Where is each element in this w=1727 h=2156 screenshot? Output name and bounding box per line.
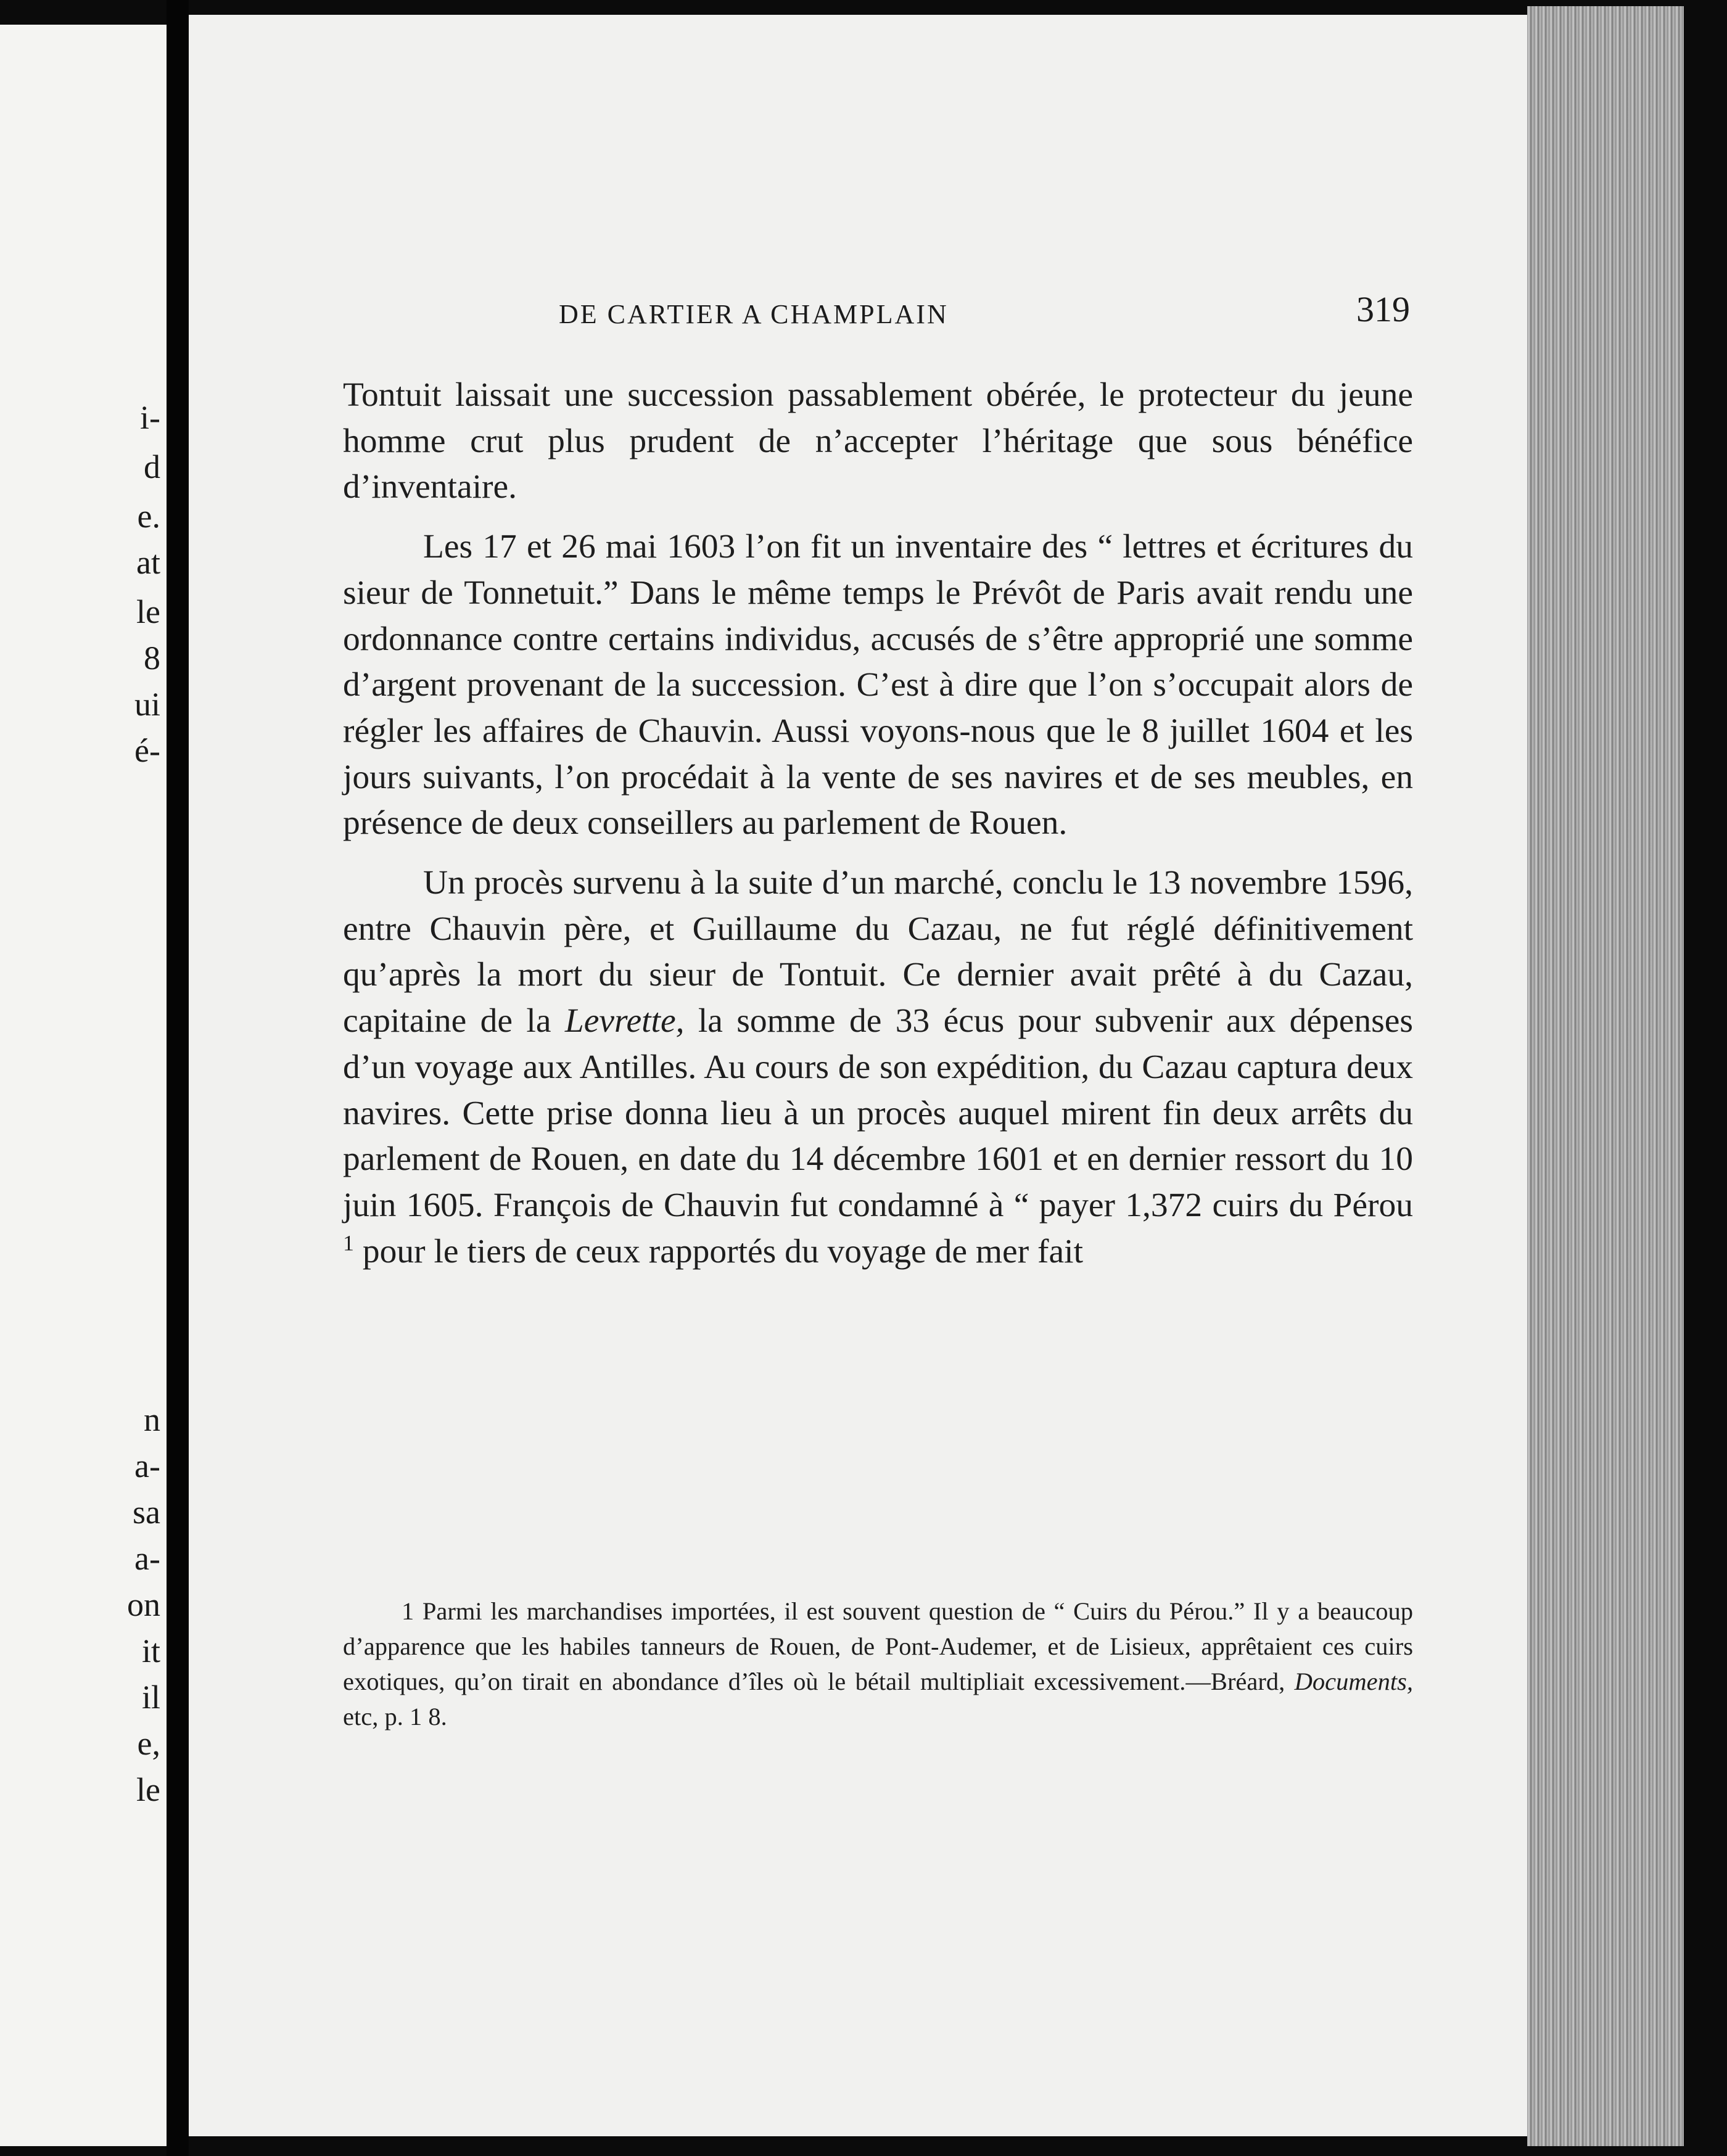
page-number: 319 (1356, 289, 1410, 329)
paragraph-2: Les 17 et 26 mai 1603 l’on fit un inventaire des “ lettres et écritures du sieur de Tonnetuit.” Dans le même temps le Prévôt de Paris avait rendu une ordonnance contre certains individus, accusés de s’être approprié une somme d’argent provenant de la succession. C’est à dire que l’on s’occupait alors de régler les affaires de Chauvin. Aussi voyons-nous que le 8 juillet 1604 et les jours suivants, l’on procédait à la vente de ses navires et de ses meubles, en présence de deux conseillers au parlement de Rouen. (343, 528, 1413, 842)
footnotes (343, 1594, 1413, 1734)
facing-page-fragment: sa (133, 1494, 160, 1531)
paragraph-3-text: Un procès survenu à la suite d’un marché, conclu le 13 novembre 1596, entre Chauvin père, et Guillaume du Cazau, ne fut réglé définitivement qu’après la mort du sieur de Tontuit. Ce dernier avait prêté à du Cazau, capitaine de la (343, 864, 1413, 1040)
facing-page-fragment: il (141, 1679, 160, 1716)
facing-page-fragment: it (141, 1632, 160, 1669)
paragraph-1: Tontuit laissait une succession passablement obérée, le protecteur du jeune homme crut plus prudent de n’accepter l’héritage que sous bénéfice d’inventaire. (343, 376, 1413, 506)
scan-border (1684, 0, 1727, 2156)
facing-page-fragment: e, (137, 1725, 160, 1762)
paragraph-3-text-cont: la somme de 33 écus pour subvenir aux dépenses d’un voyage aux Antilles. Au cours de son expédition, du Cazau captura deux navires. Cette prise donna lieu à un procès auquel mirent fin deux arrêts du parlement de Rouen, en date du 14 décembre 1601 et en dernier ressort du 10 juin 1605. François de Chauvin fut condamné à “ payer 1,372 cuirs du Pérou (343, 1002, 1413, 1224)
facing-page-fragment: n (144, 1401, 160, 1438)
facing-page-edge (0, 25, 169, 2146)
running-head-title: DE CARTIER A CHAMPLAIN (559, 299, 949, 329)
footnote-text: 1 Parmi les marchandises importées, il est souvent question de “ Cuirs du Pérou.” Il y a beaucoup d’apparence que les habiles tanneurs de Rouen, de Pont-Audemer, et de Lisieux, apprêtaient ces cuirs exotiques, qu’on tirait en abondance d’îles où le bétail multipliait excessivement.—Bréard, (343, 1597, 1413, 1695)
facing-page-fragment: d (144, 448, 160, 485)
facing-page-fragment: ui (134, 686, 160, 723)
ship-name-italic: Levrette, (564, 1002, 685, 1040)
facing-page-fragment: le (136, 1771, 160, 1808)
body-text (343, 372, 1413, 1275)
paragraph-3 (343, 860, 1413, 1275)
running-head (189, 286, 1527, 342)
footnote-text-end: etc, p. 1 8. (343, 1703, 447, 1730)
footnote-italic-title: Documents, (1294, 1668, 1413, 1695)
footnote-1 (343, 1594, 1413, 1734)
facing-page-fragment: é- (134, 732, 160, 769)
page-block-edges (1527, 6, 1684, 2146)
footnote-marker: 1 (343, 1230, 354, 1256)
facing-page-fragment: a- (134, 1540, 160, 1577)
paragraph-3-text-end: pour le tiers de ceux rapportés du voyage de mer fait (354, 1232, 1084, 1270)
facing-page-fragment: e. (137, 498, 160, 535)
facing-page-fragment: a- (134, 1447, 160, 1484)
facing-page-fragment: 8 (144, 640, 160, 677)
book-page (189, 15, 1527, 2136)
book-gutter (167, 0, 189, 2156)
facing-page-fragment: le (136, 593, 160, 630)
facing-page-fragment: at (136, 544, 160, 581)
facing-page-fragment: on (127, 1586, 160, 1623)
facing-page-fragment: i- (140, 399, 160, 436)
